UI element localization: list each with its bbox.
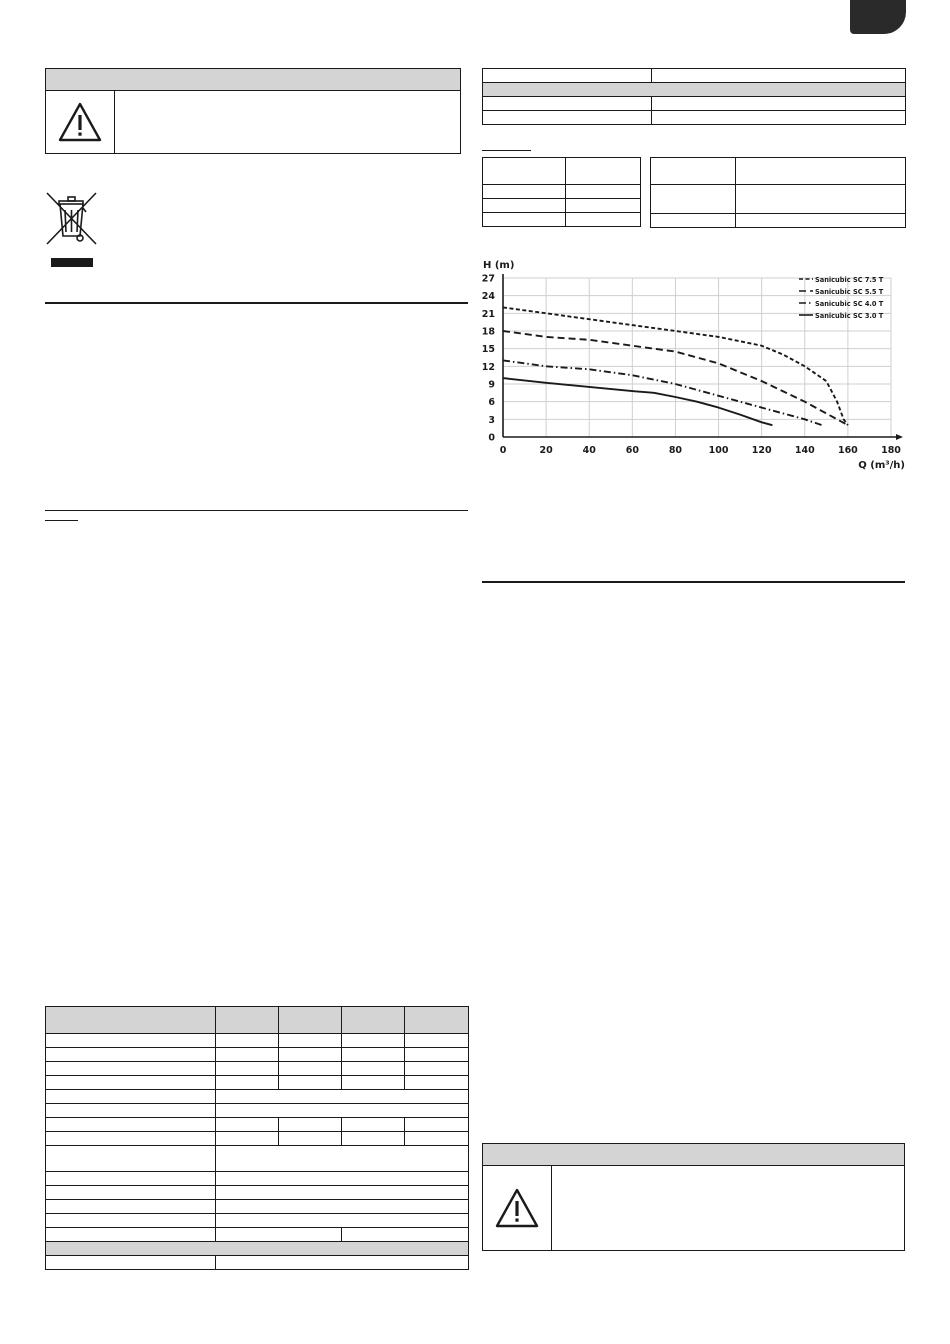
y-tick-label: 27 xyxy=(481,273,495,285)
underline-mark xyxy=(45,520,78,521)
table-row xyxy=(483,199,641,213)
table-row xyxy=(651,158,906,185)
underline-mark xyxy=(482,150,531,151)
warning-triangle-icon xyxy=(494,1187,540,1229)
x-tick-label: 60 xyxy=(625,445,639,456)
info-table-right xyxy=(650,157,906,228)
page-corner-tab xyxy=(850,0,906,34)
table-row xyxy=(483,83,906,97)
x-tick-label: 120 xyxy=(751,445,772,456)
table-row xyxy=(46,1200,469,1214)
warning-box-header xyxy=(483,1144,904,1166)
table-row xyxy=(46,1172,469,1186)
y-tick-label: 24 xyxy=(481,291,495,303)
y-tick-label: 12 xyxy=(481,361,495,373)
y-axis-label: H (m) xyxy=(483,260,515,271)
x-tick-label: 160 xyxy=(837,445,858,456)
x-axis-label: Q (m³/h) xyxy=(858,460,905,471)
table-row xyxy=(483,185,641,199)
y-tick-label: 9 xyxy=(488,379,495,391)
y-tick-label: 0 xyxy=(488,432,495,444)
table-row xyxy=(483,69,906,83)
table-row xyxy=(483,111,906,125)
legend-label: Sanicubic SC 3.0 T xyxy=(815,312,884,320)
y-tick-label: 18 xyxy=(481,326,495,338)
table-row xyxy=(46,1186,469,1200)
y-tick-label: 21 xyxy=(481,308,495,320)
table-row xyxy=(483,97,906,111)
y-tick-label: 6 xyxy=(488,397,495,409)
x-tick-label: 140 xyxy=(794,445,815,456)
series-line xyxy=(503,360,822,425)
table-row xyxy=(46,1228,469,1242)
x-tick-label: 0 xyxy=(499,445,507,456)
warning-box-header xyxy=(46,69,460,91)
table-row xyxy=(46,1090,469,1104)
table-row xyxy=(46,1104,469,1118)
x-tick-label: 80 xyxy=(668,445,683,456)
table-row xyxy=(46,1256,469,1270)
x-tick-label: 180 xyxy=(881,445,901,456)
x-tick-label: 100 xyxy=(708,445,729,456)
table-row xyxy=(46,1076,469,1090)
table-row xyxy=(46,1146,469,1172)
section-divider xyxy=(482,581,905,583)
legend-label: Sanicubic SC 5.5 T xyxy=(815,288,884,296)
warning-box-icon-cell xyxy=(46,91,115,153)
y-tick-label: 15 xyxy=(481,344,495,356)
table-row xyxy=(46,1048,469,1062)
table-row xyxy=(46,1214,469,1228)
warning-box-bottom xyxy=(482,1143,905,1251)
table-row xyxy=(483,158,641,185)
warning-box-icon-cell xyxy=(483,1166,552,1250)
table-row xyxy=(651,185,906,214)
table-row xyxy=(651,214,906,228)
table-row xyxy=(46,1118,469,1132)
warning-triangle-icon xyxy=(57,101,103,143)
table-row xyxy=(46,1062,469,1076)
table-row xyxy=(46,1132,469,1146)
table-row xyxy=(483,213,641,227)
section-divider-thin xyxy=(45,510,468,511)
info-table-left xyxy=(482,157,641,227)
legend-label: Sanicubic SC 7.5 T xyxy=(815,276,884,284)
y-tick-label: 3 xyxy=(488,414,495,426)
warning-box-top xyxy=(45,68,461,154)
info-table-top xyxy=(482,68,906,125)
performance-curve-chart xyxy=(475,256,915,476)
section-divider xyxy=(45,302,468,304)
technical-data-table xyxy=(45,1006,469,1270)
x-tick-label: 40 xyxy=(582,445,596,456)
legend-label: Sanicubic SC 4.0 T xyxy=(815,300,884,308)
table-row xyxy=(46,1007,469,1034)
x-tick-label: 20 xyxy=(539,445,553,456)
crossed-out-bin-icon xyxy=(44,190,100,270)
table-row xyxy=(46,1034,469,1048)
x-axis-arrow xyxy=(896,434,903,440)
table-row xyxy=(46,1242,469,1256)
